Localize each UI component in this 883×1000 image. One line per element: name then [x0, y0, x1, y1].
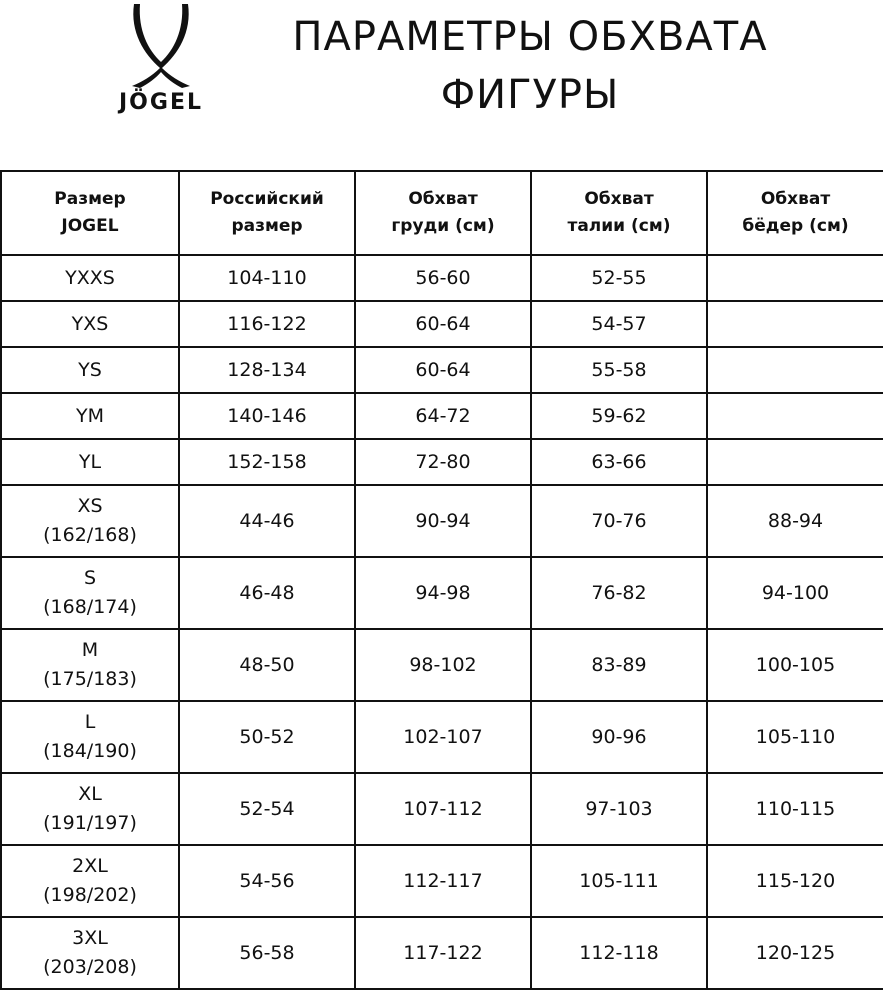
table-row: [1, 255, 883, 301]
header-russian-size: Российский размер: [179, 171, 355, 255]
size-table: [0, 170, 883, 990]
cell-waist: 59-62: [531, 393, 707, 439]
cell-hips: 100-105: [707, 629, 883, 701]
table-row: [1, 439, 883, 485]
cell-waist: 90-96: [531, 701, 707, 773]
cell-size: M (175/183): [1, 629, 179, 701]
header-waist: Обхват талии (см): [531, 171, 707, 255]
table-row: [1, 393, 883, 439]
cell-size: 2XL (198/202): [1, 845, 179, 917]
cell-size: XS (162/168): [1, 485, 179, 557]
cell-chest: 64-72: [355, 393, 531, 439]
cell-chest: 90-94: [355, 485, 531, 557]
logo-text: JÖGEL: [119, 90, 203, 115]
cell-hips: [707, 347, 883, 393]
table-header-row: [1, 171, 883, 255]
cell-size: YXXS: [1, 255, 179, 301]
title-line-1: ПАРАМЕТРЫ ОБХВАТА: [292, 14, 768, 60]
cell-ru-size: 116-122: [179, 301, 355, 347]
table-row: [1, 917, 883, 989]
header-chest: Обхват груди (см): [355, 171, 531, 255]
cell-hips: 88-94: [707, 485, 883, 557]
table-row: [1, 301, 883, 347]
cell-chest: 107-112: [355, 773, 531, 845]
cell-chest: 94-98: [355, 557, 531, 629]
cell-hips: 110-115: [707, 773, 883, 845]
cell-hips: [707, 255, 883, 301]
cell-waist: 70-76: [531, 485, 707, 557]
cell-chest: 117-122: [355, 917, 531, 989]
table-row: [1, 347, 883, 393]
jogel-emblem-icon: [126, 2, 196, 88]
table-row: [1, 629, 883, 701]
cell-chest: 112-117: [355, 845, 531, 917]
cell-ru-size: 128-134: [179, 347, 355, 393]
cell-ru-size: 54-56: [179, 845, 355, 917]
cell-waist: 97-103: [531, 773, 707, 845]
cell-chest: 72-80: [355, 439, 531, 485]
cell-hips: [707, 439, 883, 485]
cell-hips: [707, 393, 883, 439]
cell-ru-size: 152-158: [179, 439, 355, 485]
cell-size: YS: [1, 347, 179, 393]
cell-ru-size: 140-146: [179, 393, 355, 439]
cell-ru-size: 50-52: [179, 701, 355, 773]
brand-logo: [96, 2, 226, 122]
cell-waist: 112-118: [531, 917, 707, 989]
cell-waist: 83-89: [531, 629, 707, 701]
cell-chest: 98-102: [355, 629, 531, 701]
title-line-2: ФИГУРЫ: [440, 72, 620, 118]
cell-size: S (168/174): [1, 557, 179, 629]
cell-chest: 60-64: [355, 347, 531, 393]
cell-size: 3XL (203/208): [1, 917, 179, 989]
cell-hips: 94-100: [707, 557, 883, 629]
cell-waist: 55-58: [531, 347, 707, 393]
table-row: [1, 557, 883, 629]
cell-waist: 54-57: [531, 301, 707, 347]
cell-ru-size: 56-58: [179, 917, 355, 989]
cell-chest: 56-60: [355, 255, 531, 301]
table-row: [1, 773, 883, 845]
cell-hips: 105-110: [707, 701, 883, 773]
cell-waist: 52-55: [531, 255, 707, 301]
cell-size: XL (191/197): [1, 773, 179, 845]
cell-size: YM: [1, 393, 179, 439]
cell-waist: 76-82: [531, 557, 707, 629]
cell-hips: 120-125: [707, 917, 883, 989]
cell-size: L (184/190): [1, 701, 179, 773]
cell-chest: 60-64: [355, 301, 531, 347]
cell-waist: 63-66: [531, 439, 707, 485]
cell-waist: 105-111: [531, 845, 707, 917]
cell-chest: 102-107: [355, 701, 531, 773]
cell-ru-size: 46-48: [179, 557, 355, 629]
cell-hips: [707, 301, 883, 347]
cell-ru-size: 48-50: [179, 629, 355, 701]
header-size-jogel: Размер JOGEL: [1, 171, 179, 255]
cell-ru-size: 44-46: [179, 485, 355, 557]
table-row: [1, 701, 883, 773]
cell-ru-size: 52-54: [179, 773, 355, 845]
cell-size: YL: [1, 439, 179, 485]
page-title: [250, 8, 810, 124]
cell-size: YXS: [1, 301, 179, 347]
header-hips: Обхват бёдер (см): [707, 171, 883, 255]
cell-ru-size: 104-110: [179, 255, 355, 301]
cell-hips: 115-120: [707, 845, 883, 917]
table-row: [1, 845, 883, 917]
table-row: [1, 485, 883, 557]
